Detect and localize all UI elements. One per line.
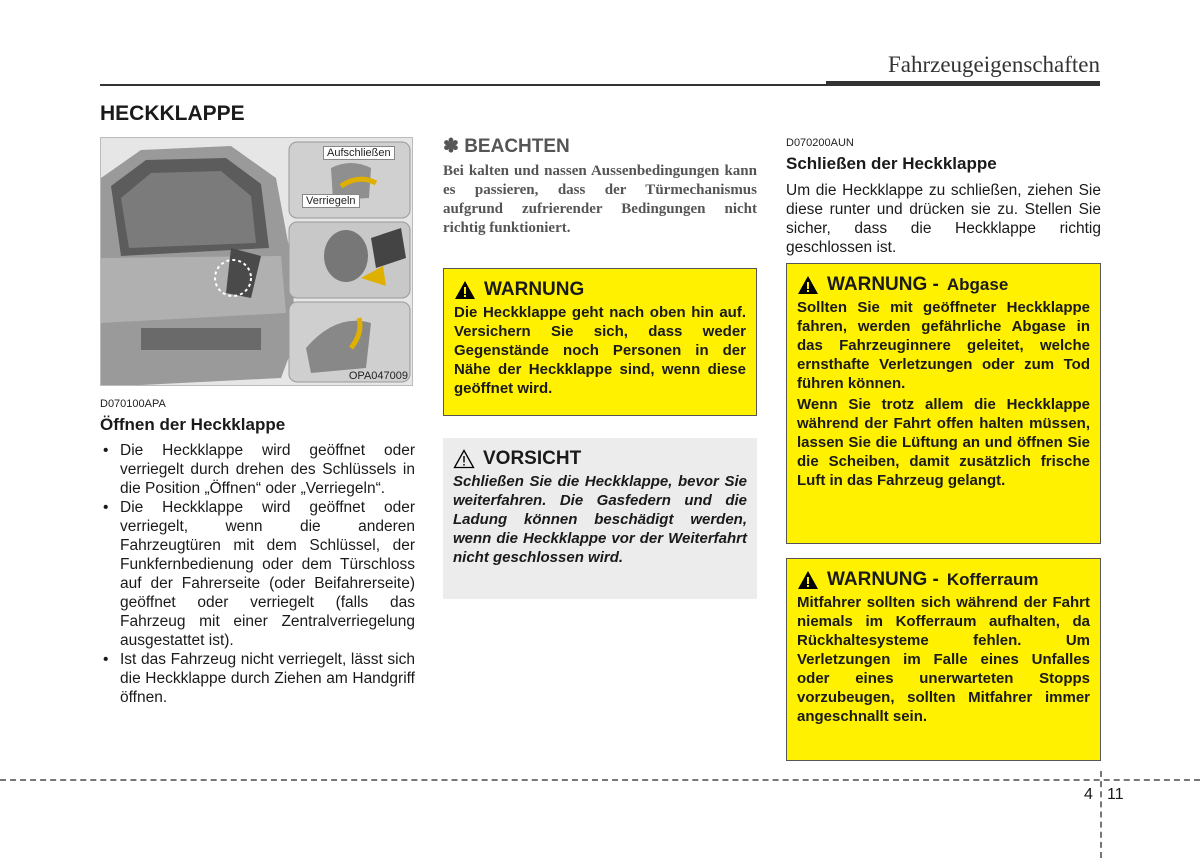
warning-box-trunk (786, 558, 1101, 761)
open-bullet-list (100, 441, 415, 707)
section-title: HECKKLAPPE (100, 102, 245, 125)
note-title: ✽ BEACHTEN (443, 136, 570, 157)
warning-triangle-icon (797, 275, 819, 295)
note-text: Bei kalten und nassen Aussenbedingungen kann es passieren, dass der Türmechanismus aufgrund zufrierender Bedingungen nicht richtig funktioniert. (443, 163, 757, 236)
callout-lock: Verriegeln (302, 194, 360, 208)
close-section-code: D070200AUN (786, 137, 854, 149)
warning-exhaust-title-text: WARNUNG - (827, 274, 939, 295)
car-rear-illustration (101, 138, 413, 386)
footer-divider (0, 779, 1200, 781)
warning-trunk-text: Mitfahrer sollten sich während der Fahrt niemals im Kofferraum aufhalten, da Rückhaltesysteme fehlen. Um Verletzungen im Falle eines Unfalles oder eines unerwarteten Stopps vorzubeugen, sollten Mitfahrer immer angeschnallt sein. (797, 594, 1090, 725)
list-item: • Die Heckklappe wird geöffnet oder verriegelt, wenn die anderen Fahrzeugtüren mit dem Schlüssel, der Funkfernbedienung oder dem Türschloss auf der Fahrerseite (oder Beifahrerseite) geöffnet oder verriegelt (falls das Fahrzeug mit einer Zentralverriegelung ausgestattet ist). (100, 498, 415, 650)
caution-box (443, 438, 757, 599)
warning-triangle-icon (454, 280, 476, 300)
caution-triangle-icon (453, 449, 475, 469)
list-item: • Ist das Fahrzeug nicht verriegelt, lässt sich die Heckklappe durch Ziehen am Handgriff öffnen. (100, 650, 415, 707)
page-number: 11 (1107, 786, 1124, 803)
list-item: • Die Heckklappe wird geöffnet oder verriegelt durch drehen des Schlüssels in die Position „Öffnen“ oder „Verriegeln“. (100, 441, 415, 498)
close-heading: Schließen der Heckklappe (786, 154, 997, 173)
warning-triangle-icon (797, 570, 819, 590)
warning-box-exhaust (786, 263, 1101, 544)
open-section-code: D070100APA (100, 398, 166, 410)
warning-trunk-title (797, 569, 1090, 591)
warning-text: Die Heckklappe geht nach oben hin auf. Versichern Sie sich, dass weder Gegenstände noch Personen in der Nähe der Heckklappe sind, wenn diese geöffnet wird. (454, 304, 746, 397)
open-heading: Öffnen der Heckklappe (100, 415, 286, 434)
figure-code: OPA047009 (348, 370, 408, 382)
warning-exhaust-text-1: Sollten Sie mit geöffneter Heckklappe fahren, werden gefährliche Abgase in das Fahrzeuginnere geleitet, welche ernsthafte Verletzungen oder zum Tod führen können. (797, 299, 1090, 392)
callout-unlock: Aufschließen (323, 146, 395, 160)
warning-trunk-title-text: WARNUNG - (827, 569, 939, 590)
tailgate-figure (100, 137, 413, 386)
caution-text: Schließen Sie die Heckklappe, bevor Sie weiterfahren. Die Gasfedern und die Ladung können beschädigt werden, wenn die Heckklappe vor der Weiterfahrt nicht geschlossen wird. (453, 473, 747, 566)
warning-exhaust-title (797, 274, 1090, 296)
caution-title-text: VORSICHT (483, 448, 582, 469)
footer-vertical-divider (1100, 771, 1102, 858)
caution-title (453, 448, 747, 470)
chapter-number: 4 (1084, 786, 1093, 803)
warning-trunk-suffix: Kofferraum (946, 570, 1039, 589)
header-rule-accent (826, 81, 1100, 86)
close-text: Um die Heckklappe zu schließen, ziehen Sie diese runter und drücken sie zu. Stellen Sie sicher, dass die Heckklappe richtig geschlossen ist. (786, 182, 1101, 256)
warning-title-text: WARNUNG (484, 279, 585, 300)
warning-title (454, 279, 746, 301)
warning-exhaust-text-2: Wenn Sie trotz allem die Heckklappe während der Fahrt offen halten müssen, lassen Sie die Lüftung an und öffnen Sie die Scheiben, damit zusätzlich frische Luft in das Fahrzeug gelangt. (797, 396, 1090, 489)
warning-box-tailgate (443, 268, 757, 416)
running-header: Fahrzeugeigenschaften (887, 52, 1100, 77)
warning-exhaust-suffix: Abgase (946, 275, 1009, 294)
